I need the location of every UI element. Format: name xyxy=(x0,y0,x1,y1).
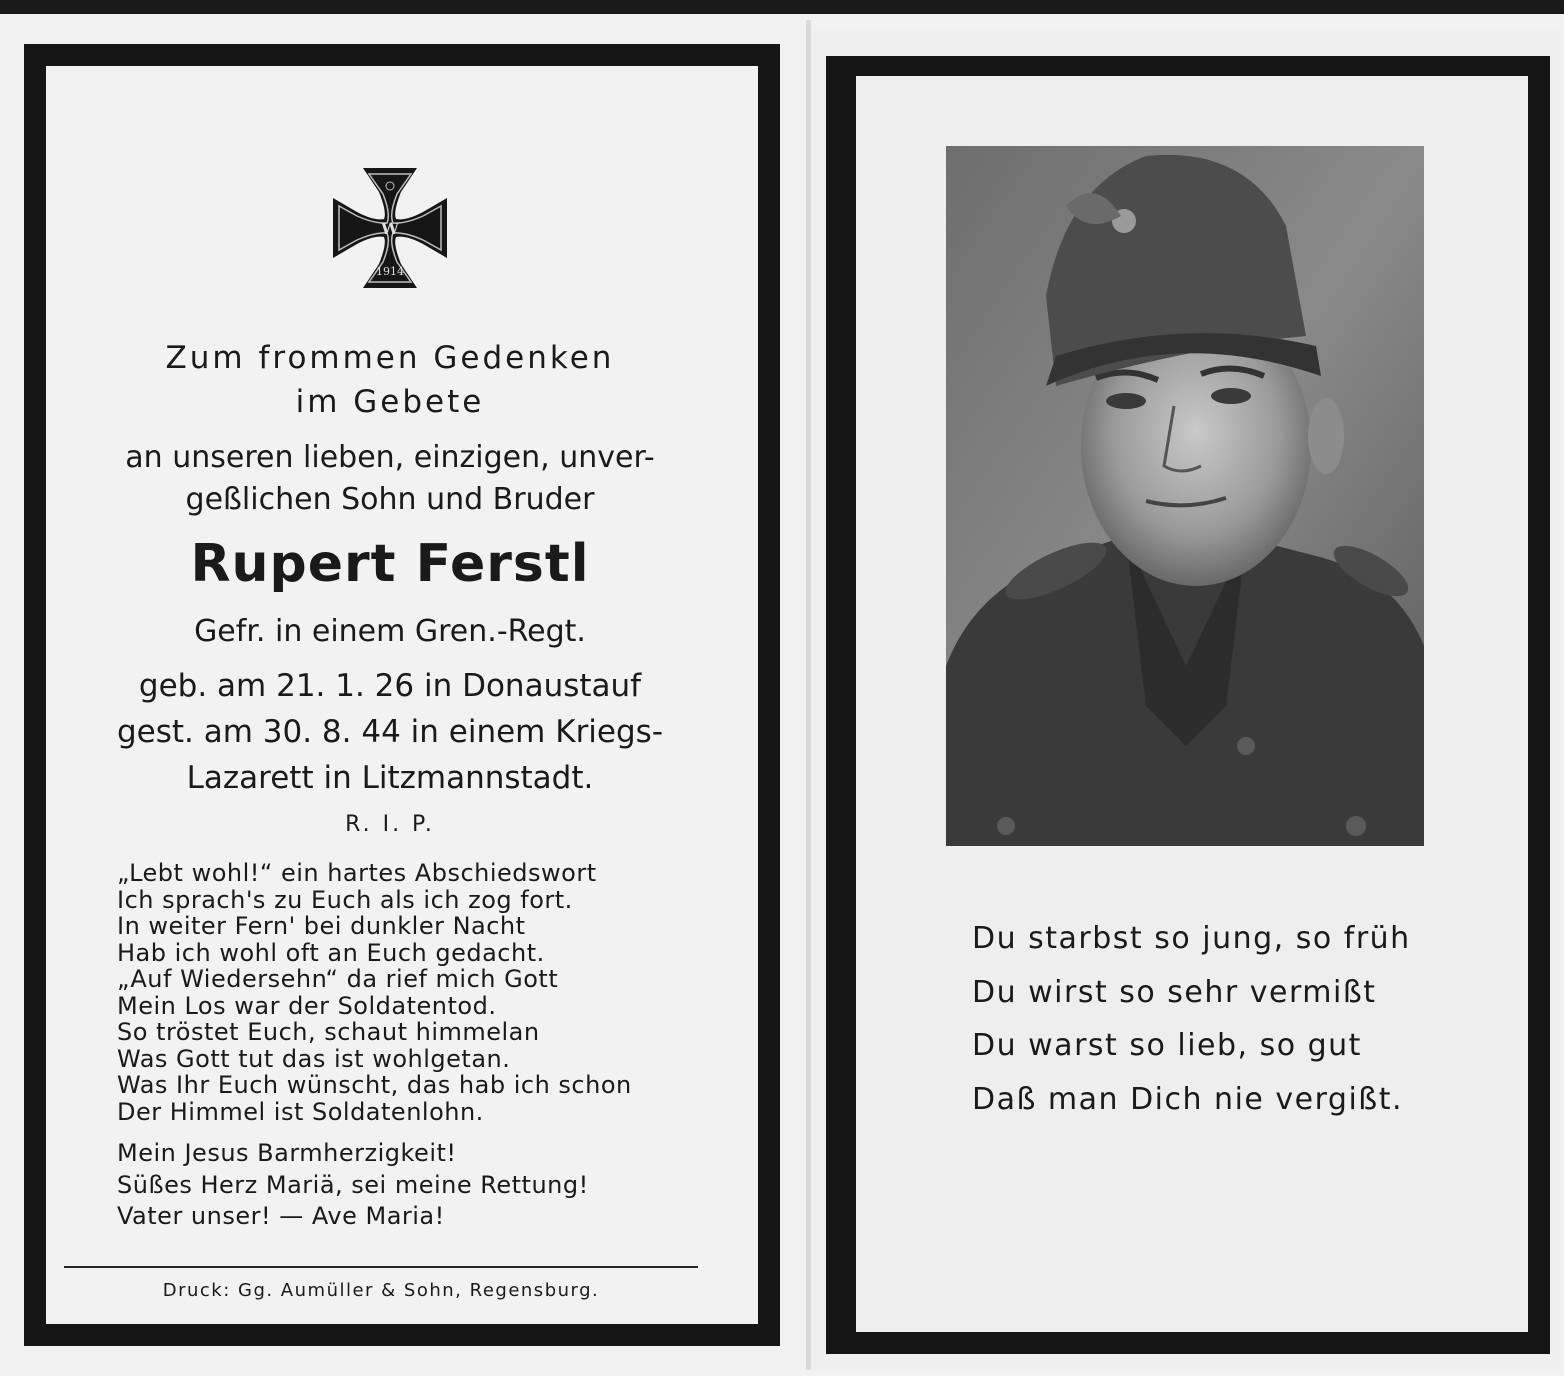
poem-line: So tröstet Euch, schaut himmelan xyxy=(117,1018,540,1046)
soldier-portrait-photo xyxy=(946,146,1424,846)
poem-line: Ich sprach's zu Euch als ich zog fort. xyxy=(117,885,573,914)
farewell-poem xyxy=(117,860,717,1125)
prayer-line: Süßes Herz Mariä, sei meine Rettung! xyxy=(117,1170,589,1199)
poem-line: Was Gott tut das ist wohlgetan. xyxy=(117,1044,511,1073)
poem-line: „Lebt wohl!“ ein hartes Abschiedswort xyxy=(117,859,597,887)
printer-divider xyxy=(64,1266,698,1268)
military-rank: Gefr. in einem Gren.-Regt. xyxy=(194,614,586,649)
verse-line: Du starbst so jung, so früh xyxy=(972,921,1411,956)
card-fold xyxy=(806,20,811,1370)
prayer-line: Mein Jesus Barmherzigkeit! xyxy=(117,1139,457,1167)
prayer-line: Vater unser! — Ave Maria! xyxy=(117,1202,445,1230)
deceased-name: Rupert Ferstl xyxy=(190,534,590,594)
rip-text: R. I. P. xyxy=(345,812,435,837)
poem-line: Der Himmel ist Soldatenlohn. xyxy=(117,1097,484,1126)
cross-year: 1914 xyxy=(376,265,404,278)
poem-line: Hab ich wohl oft an Euch gedacht. xyxy=(117,938,545,967)
dedication-line-2: geßlichen Sohn und Bruder xyxy=(185,482,595,517)
poem-line: In weiter Fern' bei dunkler Nacht xyxy=(117,912,526,940)
verse-line: Du wirst so sehr vermißt xyxy=(972,974,1377,1010)
poem-line: Mein Los war der Soldatentod. xyxy=(117,991,497,1020)
verse-line: Du warst so lieb, so gut xyxy=(972,1028,1362,1063)
poem-line: „Auf Wiedersehn“ da rief mich Gott xyxy=(117,965,559,993)
verse-line: Daß man Dich nie vergißt. xyxy=(972,1081,1403,1117)
printer-credit: Druck: Gg. Aumüller & Sohn, Regensburg. xyxy=(162,1280,600,1301)
dedication-line-1: an unseren lieben, einzigen, unver- xyxy=(125,440,655,475)
intro-line-2: im Gebete xyxy=(295,384,485,420)
prayer-lines xyxy=(117,1138,717,1233)
poem-line: Was Ihr Euch wünscht, das hab ich schon xyxy=(117,1071,632,1099)
death-place-line: Lazarett in Litzmannstadt. xyxy=(186,760,594,796)
iron-cross-icon xyxy=(331,166,449,290)
memorial-verse xyxy=(972,912,1452,1126)
birth-line: geb. am 21. 1. 26 in Donaustauf xyxy=(138,668,642,704)
top-edge-shadow xyxy=(0,0,1564,14)
cross-letter: W xyxy=(381,219,399,238)
intro-line-1: Zum frommen Gedenken xyxy=(165,340,615,376)
death-line: gest. am 30. 8. 44 in einem Kriegs- xyxy=(116,714,664,750)
